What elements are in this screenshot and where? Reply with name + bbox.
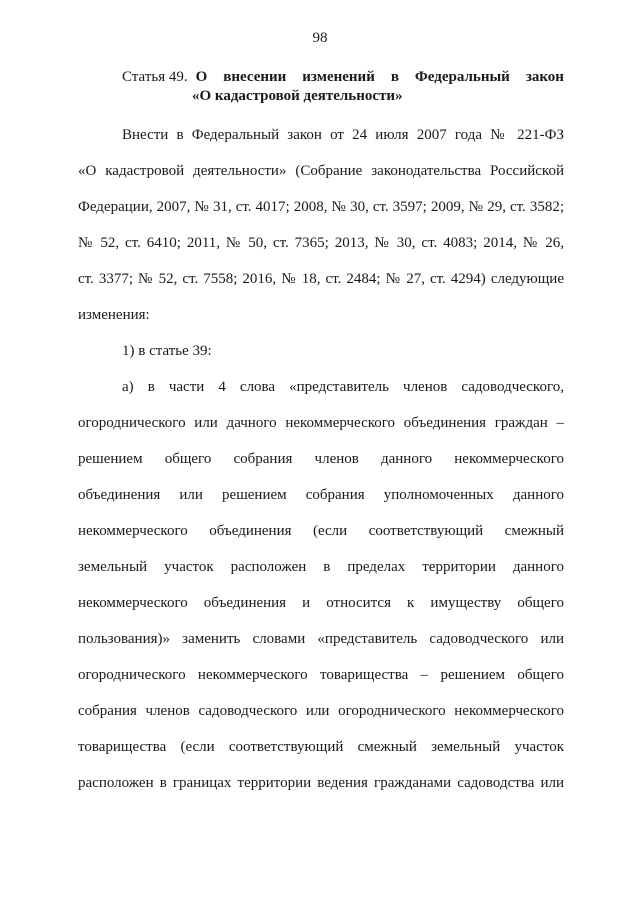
body-text-line: Внести в Федеральный закон от 24 июля 2007 года № 221-ФЗ [122, 127, 564, 143]
article-heading-line-1 [122, 68, 564, 87]
body-text-line: Федерации, 2007, № 31, ст. 4017; 2008, № 30, ст. 3597; 2009, № 29, ст. 3582; [78, 199, 564, 215]
article-title-word: в [390, 69, 399, 85]
article-heading [122, 68, 564, 106]
body-text-line: некоммерческого объединения (если соответствующий смежный [78, 523, 564, 539]
body-text-line: пользования)» заменить словами «представитель садоводческого или [78, 631, 564, 647]
body-text-line: некоммерческого объединения и относится к имуществу общего [78, 595, 564, 611]
article-title-word: изменений [302, 69, 375, 85]
body-text-line: 1) в статье 39: [122, 343, 212, 359]
article-title-line-2: «О кадастровой деятельности» [192, 88, 403, 104]
body-text-line: собрания членов садоводческого или огороднического некоммерческого [78, 703, 564, 719]
article-title-word: внесении [223, 69, 287, 85]
article-number: Статья 49. [122, 69, 188, 85]
article-title-word: О [195, 69, 208, 85]
body-text-line: решением общего собрания членов данного некоммерческого [78, 451, 564, 467]
body-text-line: изменения: [78, 307, 150, 323]
page-number: 98 [312, 30, 328, 46]
body-text-line: ст. 3377; № 52, ст. 7558; 2016, № 18, ст. 2484; № 27, ст. 4294) следующие [78, 271, 564, 287]
body-text-line: «О кадастровой деятельности» (Собрание законодательства Российской [78, 163, 564, 179]
body-text-line: № 52, ст. 6410; 2011, № 50, ст. 7365; 2013, № 30, ст. 4083; 2014, № 26, [78, 235, 564, 251]
body-text-line: расположен в границах территории ведения гражданами садоводства или [78, 775, 564, 791]
article-body [78, 117, 564, 801]
body-text-line: огороднического некоммерческого товарищества – решением общего [78, 667, 564, 683]
body-text-line: огороднического или дачного некоммерческого объединения граждан – [78, 415, 564, 431]
article-title-word: закон [525, 69, 564, 85]
body-text-line: земельный участок расположен в пределах территории данного [78, 559, 564, 575]
article-title-word: Федеральный [414, 69, 510, 85]
article-title-words [196, 68, 564, 87]
body-text-line: товарищества (если соответствующий смежный земельный участок [78, 739, 564, 755]
body-text-line: а) в части 4 слова «представитель членов садоводческого, [122, 379, 564, 395]
body-text-line: объединения или решением собрания уполномоченных данного [78, 487, 564, 503]
